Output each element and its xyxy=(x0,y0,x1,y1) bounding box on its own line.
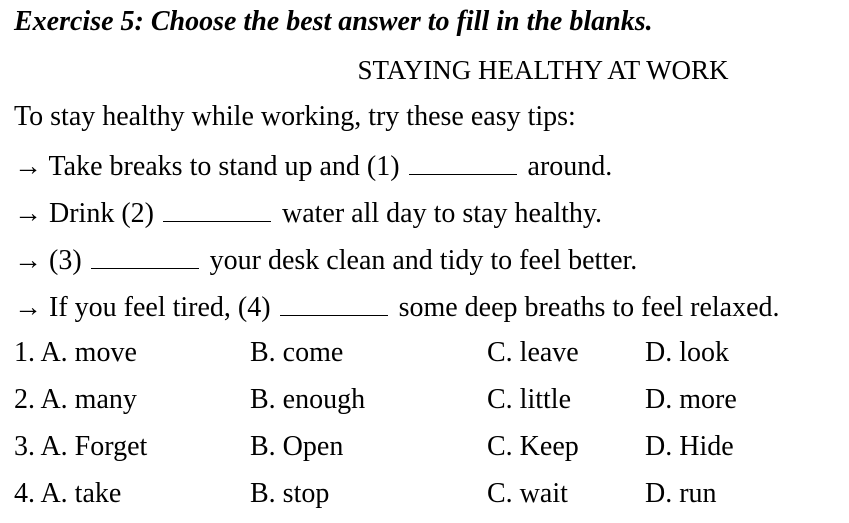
option-3b: B. Open xyxy=(250,431,344,462)
blank-2 xyxy=(163,193,271,222)
option-2c: C. little xyxy=(487,384,571,415)
option-2d: D. more xyxy=(645,384,737,415)
tip-2-before: → Drink (2) xyxy=(14,198,161,229)
option-3c: C. Keep xyxy=(487,431,579,462)
tip-4-after: some deep breaths to feel relaxed. xyxy=(391,292,780,323)
passage-title: STAYING HEALTHY AT WORK xyxy=(357,55,729,85)
option-3a: 3. A. Forget xyxy=(14,431,148,462)
tip-line-3 xyxy=(14,240,637,279)
option-2a: 2. A. many xyxy=(14,384,137,415)
tip-1-before: → Take breaks to stand up and (1) xyxy=(14,151,407,182)
tip-2-after: water all day to stay healthy. xyxy=(274,198,603,229)
passage-intro: To stay healthy while working, try these easy tips: xyxy=(14,101,576,132)
blank-3 xyxy=(91,240,199,269)
option-1b: B. come xyxy=(250,337,344,368)
option-1a: 1. A. move xyxy=(14,337,137,368)
option-3d: D. Hide xyxy=(645,431,734,462)
tip-4-before: → If you feel tired, (4) xyxy=(14,292,278,323)
option-4b: B. stop xyxy=(250,478,330,509)
exercise-heading: Exercise 5: Choose the best answer to fill in the blanks. xyxy=(14,6,653,37)
blank-4 xyxy=(280,287,388,316)
tip-line-2 xyxy=(14,193,602,232)
option-1d: D. look xyxy=(645,337,729,368)
tip-3-before: → (3) xyxy=(14,245,89,276)
option-4d: D. run xyxy=(645,478,717,509)
option-2b: B. enough xyxy=(250,384,366,415)
tip-line-1 xyxy=(14,146,612,185)
option-4c: C. wait xyxy=(487,478,568,509)
tip-3-after: your desk clean and tidy to feel better. xyxy=(202,245,638,276)
tip-1-after: around. xyxy=(520,151,613,182)
blank-1 xyxy=(409,146,517,175)
option-1c: C. leave xyxy=(487,337,579,368)
option-4a: 4. A. take xyxy=(14,478,122,509)
tip-line-4 xyxy=(14,287,780,326)
